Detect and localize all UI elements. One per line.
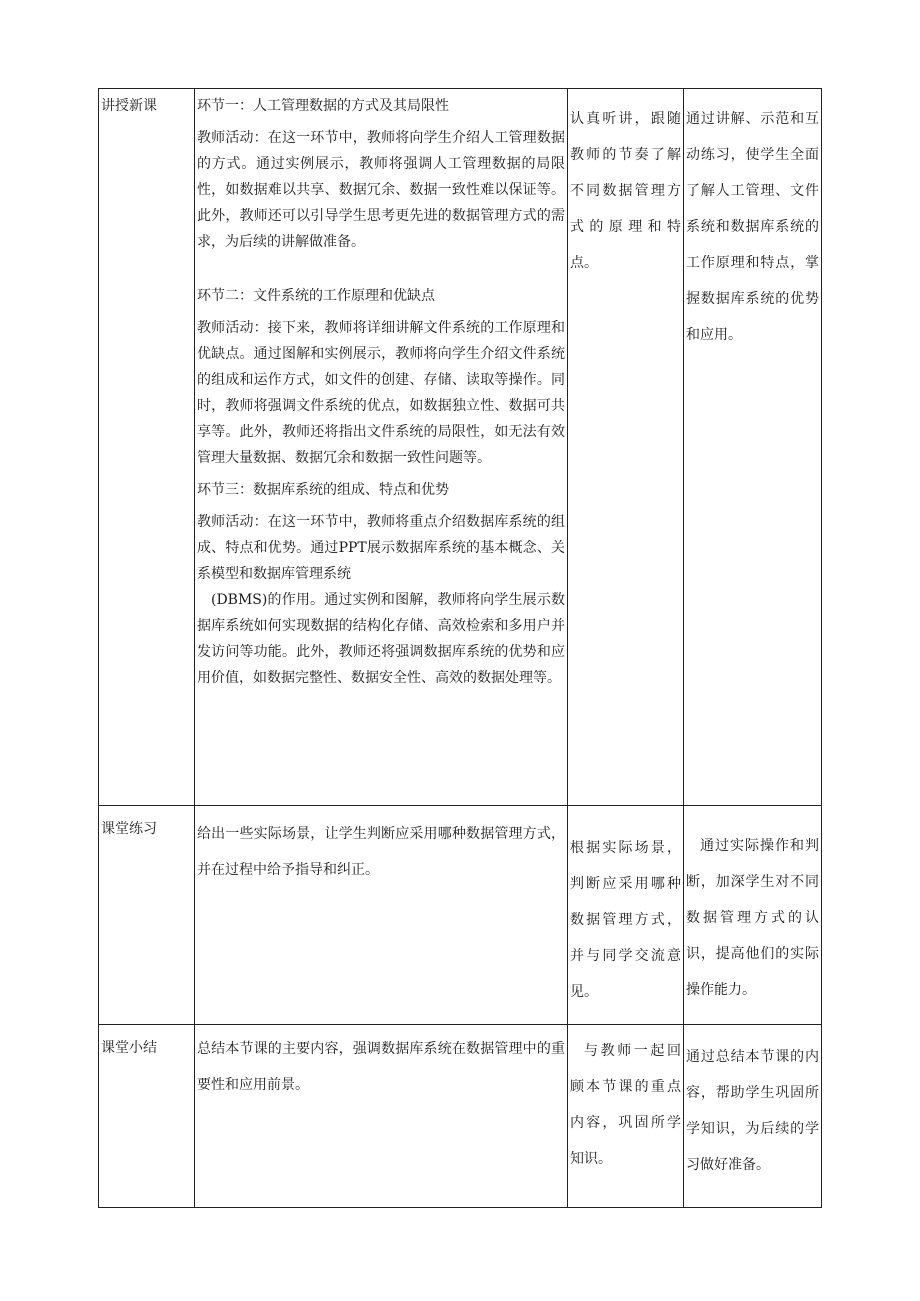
table-row	[99, 89, 822, 806]
stage-label: 讲授新课	[101, 98, 157, 114]
student-activity-text: 根据实际场景，判断应采用哪种数据管理方式，并与同学交流意见。	[570, 840, 681, 1000]
purpose-text: 通过实际操作和判断，加深学生对不同数据管理方式的认识，提高他们的实际操作能力。	[686, 838, 819, 998]
content-cell	[195, 806, 568, 1025]
purpose-cell	[684, 806, 822, 1025]
paragraph: 给出一些实际场景，让学生判断应采用哪种数据管理方式，并在过程中给予指导和纠正。	[197, 826, 565, 878]
purpose-text: 通过总结本节课的内容，帮助学生巩固所学知识，为后续的学习做好准备。	[686, 1049, 819, 1173]
student-activity-text: 与教师一起回顾本节课的重点内容，巩固所学知识。	[570, 1043, 681, 1167]
paragraph: 总结本节课的主要内容，强调数据库系统在数据管理中的重要性和应用前景。	[197, 1041, 565, 1093]
student-activity-cell	[568, 89, 684, 806]
content-cell	[195, 1025, 568, 1208]
paragraph: (DBMS)的作用。通过实例和图解，教师将向学生展示数据库系统如何实现数据的结构化存储、高效检索和多用户并发访问等功能。此外，教师还将强调数据库系统的优势和应用价值，如数据完整性、数据安全性、高效的数据处理等。	[197, 592, 565, 686]
paragraph: 教师活动：接下来，教师将详细讲解文件系统的工作原理和优缺点。通过图解和实例展示，教师将向学生介绍文件系统的组成和运作方式，如文件的创建、存储、读取等操作。同时，教师将强调文件系统的优点，如数据独立性、数据可共享等。此外，教师还将指出文件系统的局限性，如无法有效管理大量数据、数据冗余和数据一致性问题等。	[197, 320, 565, 466]
stage-cell	[99, 89, 195, 806]
table-row	[99, 1025, 822, 1208]
stage-label: 课堂小结	[101, 1040, 157, 1056]
section-heading: 环节三：数据库系统的组成、特点和优势	[197, 482, 449, 498]
content-cell	[195, 89, 568, 806]
table-row	[99, 806, 822, 1025]
student-activity-text: 认真听讲，跟随教师的节奏了解不同数据管理方式的原理和特点。	[570, 111, 681, 271]
stage-label: 课堂练习	[101, 821, 157, 837]
stage-cell	[99, 806, 195, 1025]
lesson-plan-table	[98, 88, 822, 1208]
stage-cell	[99, 1025, 195, 1208]
paragraph: 教师活动：在这一环节中，教师将重点介绍数据库系统的组成、特点和优势。通过PPT展示数据库系统的基本概念、关系模型和数据库管理系统	[197, 514, 565, 582]
section-heading: 环节二：文件系统的工作原理和优缺点	[197, 288, 435, 304]
purpose-text: 通过讲解、示范和互动练习，使学生全面了解人工管理、文件系统和数据库系统的工作原理和特点，掌握数据库系统的优势和应用。	[686, 111, 819, 343]
section-heading: 环节一：人工管理数据的方式及其局限性	[197, 98, 449, 114]
purpose-cell	[684, 89, 822, 806]
paragraph: 教师活动：在这一环节中，教师将向学生介绍人工管理数据的方式。通过实例展示，教师将强调人工管理数据的局限性，如数据难以共享、数据冗余、数据一致性难以保证等。此外，教师还可以引导学生思考更先进的数据管理方式的需求，为后续的讲解做准备。	[197, 130, 565, 250]
purpose-cell	[684, 1025, 822, 1208]
student-activity-cell	[568, 806, 684, 1025]
student-activity-cell	[568, 1025, 684, 1208]
